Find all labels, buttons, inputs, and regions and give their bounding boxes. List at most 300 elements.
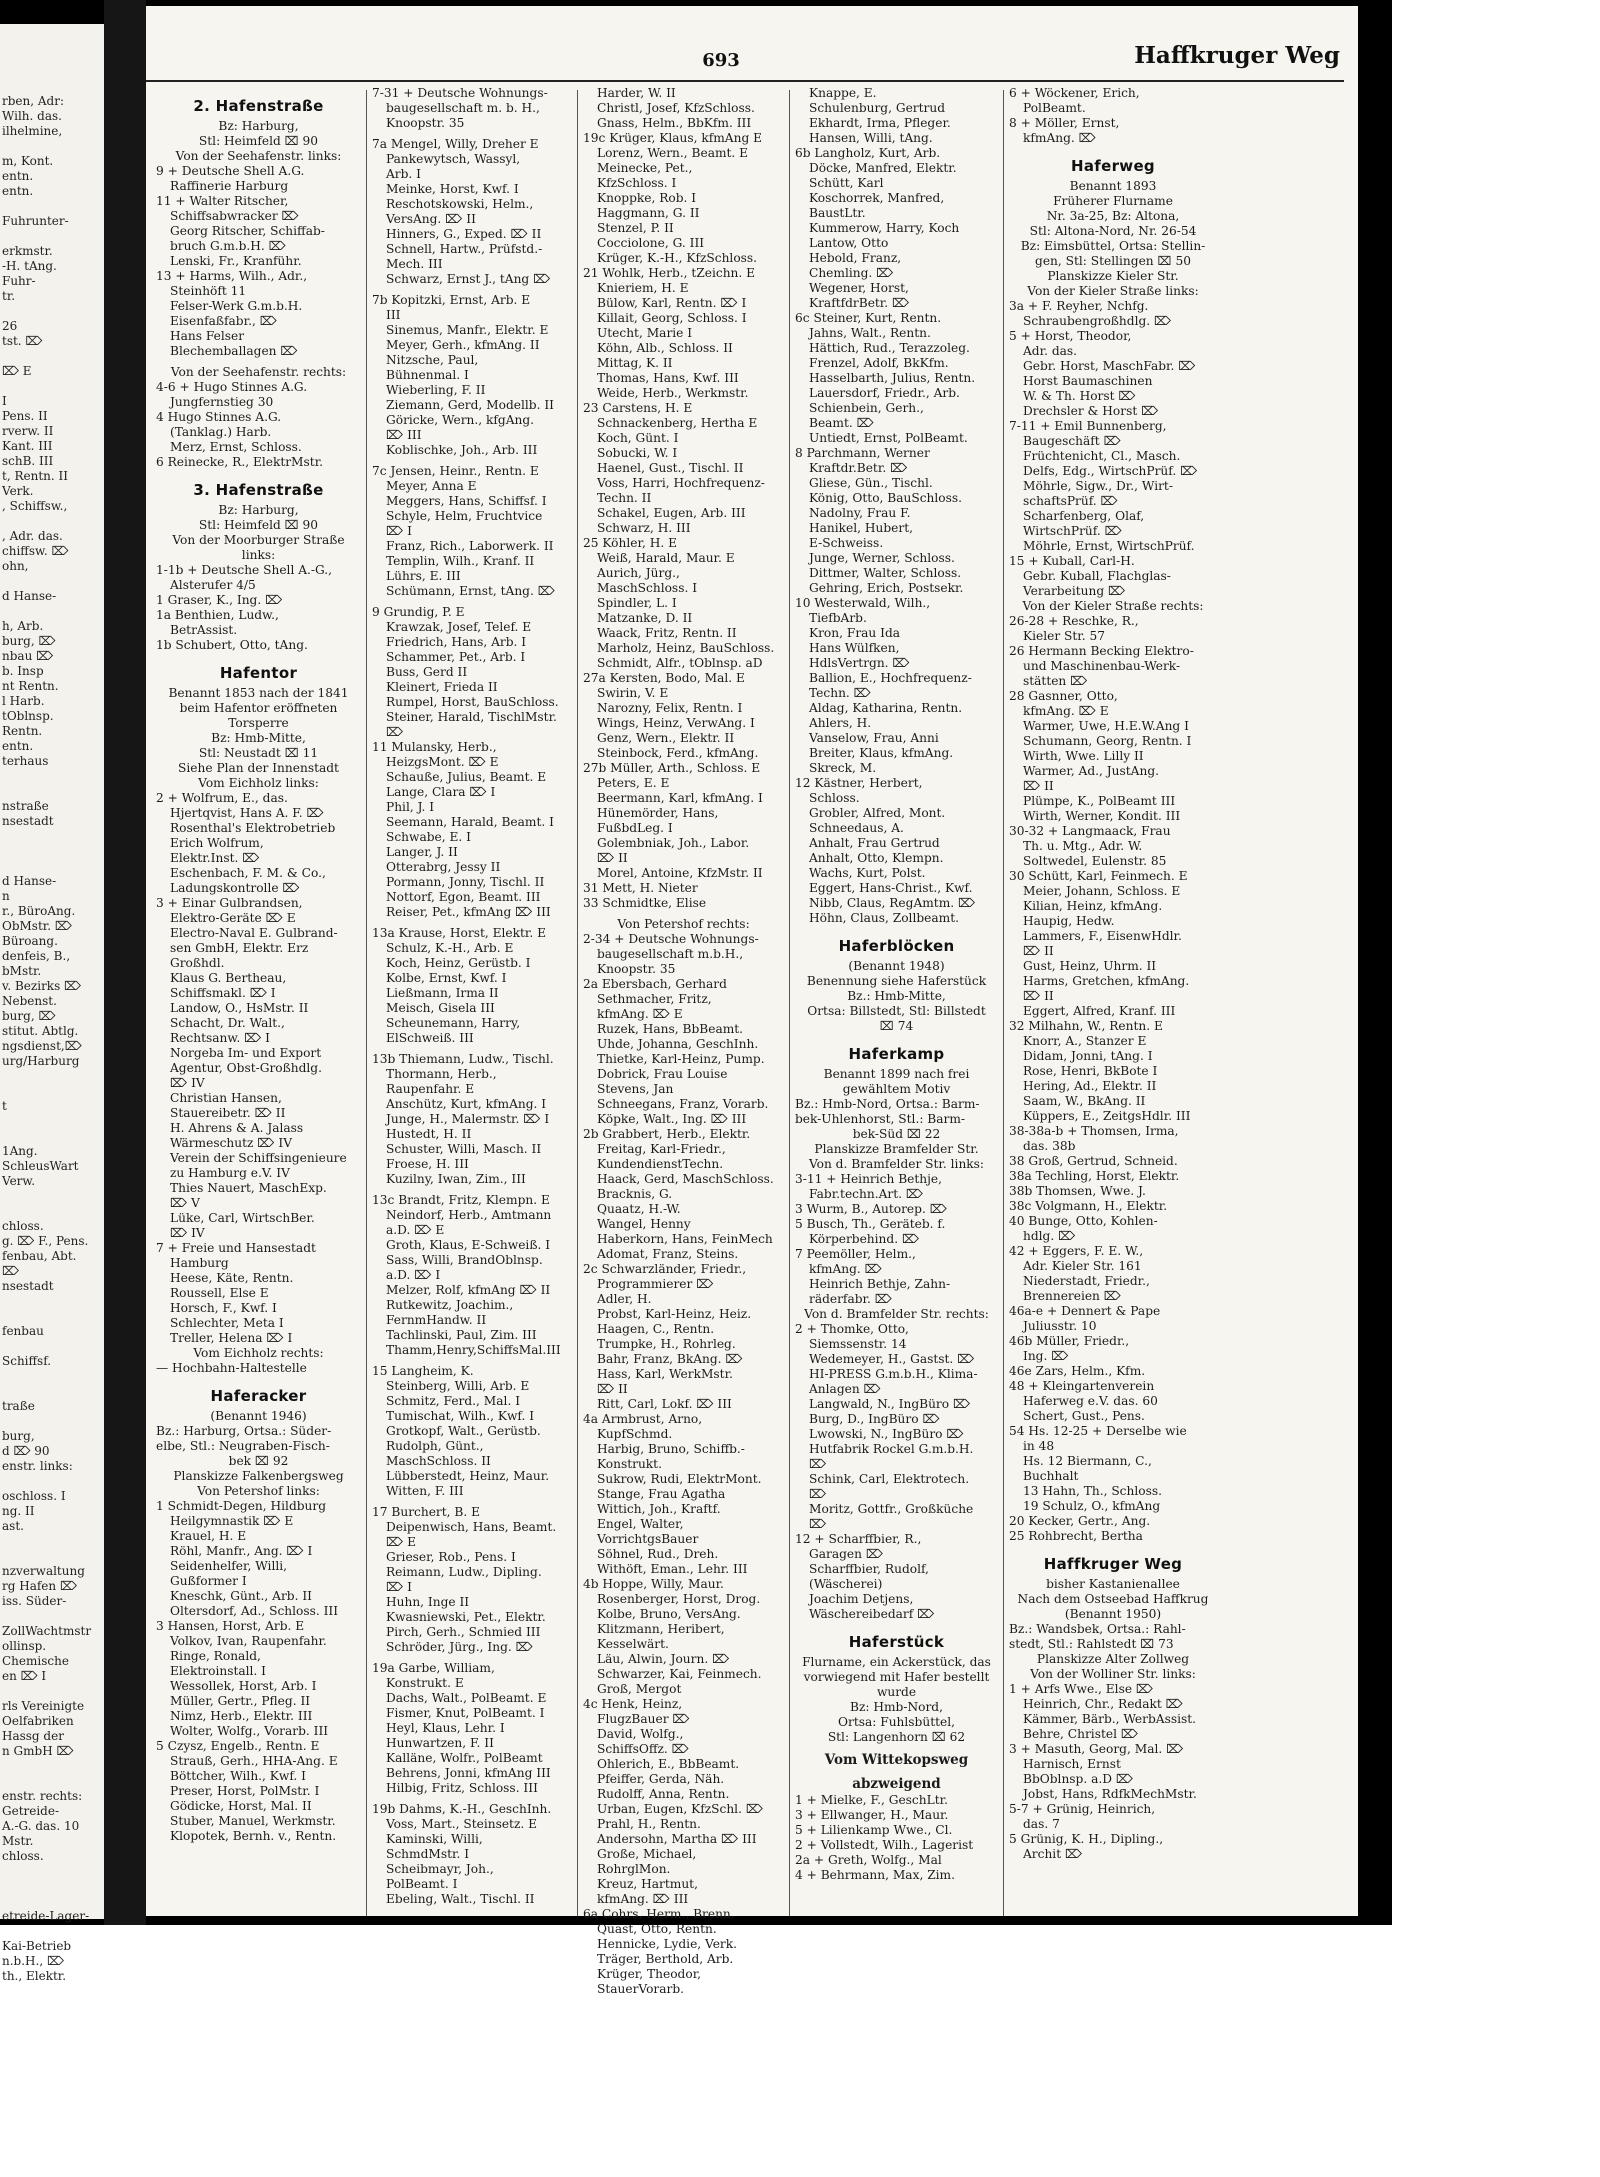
entry-continuation: Eisenfaßfabr., ⌦ (170, 314, 277, 328)
previous-page-line: entn. (2, 169, 34, 183)
entry-continuation: Ohlerich, E., BbBeamt. (597, 1757, 740, 1771)
entry-continuation: Knoppke, Rob. I (597, 191, 697, 205)
entry-continuation: Verein der Schiffsingenieure (170, 1151, 347, 1165)
entry-continuation: a.D. ⌦ I (386, 1268, 441, 1282)
previous-page-line (2, 604, 104, 619)
entry-continuation: Haenel, Gust., Tischl. II (597, 461, 744, 475)
entry-continuation: Pormann, Jonny, Tischl. II (386, 875, 545, 889)
entry-continuation: (Wäscherei) (809, 1577, 883, 1591)
entry-continuation: Ing. ⌦ (1023, 1349, 1069, 1363)
entry-continuation: Scheunemann, Harry, (386, 1016, 521, 1030)
entry-continuation: Gnass, Helm., BbKfm. III (597, 116, 752, 130)
entry-continuation: Erich Wolfrum, (170, 836, 264, 850)
previous-page-line: m, Kont. (2, 154, 54, 168)
previous-page-line: denfeis, B., (2, 949, 71, 963)
entry-continuation: Thamm,Henry,SchiffsMal.III (386, 1343, 561, 1357)
street-heading: Haferstück (848, 1633, 945, 1651)
entry-continuation: hdlg. ⌦ (1023, 1229, 1076, 1243)
entry-continuation: Schnackenberg, Hertha E (597, 416, 758, 430)
entry-continuation: Techn. ⌦ (809, 686, 871, 700)
entry-continuation: Sinemus, Manfr., Elektr. E (386, 323, 549, 337)
entry-continuation: Kron, Frau Ida (809, 626, 901, 640)
entry-continuation: König, Otto, BauSchloss. (809, 491, 962, 505)
entry-continuation: Sass, Willi, BrandOblnsp. (386, 1253, 543, 1267)
entry-continuation: Döcke, Manfred, Elektr. (809, 161, 957, 175)
entry-continuation: Schmidt, Alfr., tOblnsp. aD (597, 656, 763, 670)
entry-continuation: Wärmeschutz ⌦ IV (170, 1136, 293, 1150)
entry-line: 7-11 + Emil Bunnenberg, (1009, 419, 1167, 433)
previous-page-line: Verw. (2, 1174, 36, 1188)
entry-continuation: Haferweg e.V. das. 60 (1023, 1394, 1158, 1408)
entry-line: 25 Rohbrecht, Bertha (1009, 1529, 1143, 1543)
entry-line: 38 Groß, Gertrud, Schneid. (1009, 1154, 1178, 1168)
previous-page-line: n (2, 889, 10, 903)
entry-line: 6a Cohrs, Herm., Brenn. (583, 1907, 735, 1921)
entry-continuation: Franz, Rich., Laborwerk. II (386, 539, 554, 553)
entry-continuation: Christian Hansen, (170, 1091, 282, 1105)
column-divider (577, 90, 578, 1916)
entry-line: 13b Thiemann, Ludw., Tischl. (372, 1052, 554, 1066)
entry-continuation: Reiser, Pet., kfmAng ⌦ III (386, 905, 551, 919)
entry-continuation: Ladungskontrolle ⌦ (170, 881, 300, 895)
column-1 (156, 86, 361, 1844)
entry-continuation: Buss, Gerd II (386, 665, 468, 679)
previous-page-line (2, 1759, 104, 1774)
entry-line: 8 + Möller, Ernst, (1009, 116, 1120, 130)
entry-continuation: ⌦ II (1023, 989, 1054, 1003)
street-heading: Haferkamp (848, 1045, 945, 1063)
entry-continuation: Schraubengroßhdlg. ⌦ (1023, 314, 1172, 328)
entry-continuation: Uhde, Johanna, GeschInh. (597, 1037, 759, 1051)
entry-continuation: Witten, F. III (386, 1484, 464, 1498)
entry-continuation: Arb. I (386, 167, 421, 181)
previous-page-line: Wilh. das. (2, 109, 62, 123)
entry-continuation: VersAng. ⌦ II (386, 212, 476, 226)
entry-continuation: Schwarzer, Kai, Feinmech. (597, 1667, 762, 1681)
entry-continuation: Niederstadt, Friedr., (1023, 1274, 1150, 1288)
street-info-line: Flurname, ein Ackerstück, das (802, 1655, 991, 1669)
entry-line: 38c Volgmann, H., Elektr. (1009, 1199, 1168, 1213)
entry-line: 2a Ebersbach, Gerhard (583, 977, 727, 991)
column-divider (366, 90, 367, 1916)
previous-page-line (2, 574, 104, 589)
previous-page-line: enstr. rechts: (2, 1789, 83, 1803)
entry-line: 38a Techling, Horst, Elektr. (1009, 1169, 1180, 1183)
entry-continuation: Adr. Kieler Str. 161 (1023, 1259, 1142, 1273)
previous-page-line (2, 1894, 104, 1909)
entry-continuation: Hutfabrik Rockel G.m.b.H. (809, 1442, 974, 1456)
previous-page-line (2, 1369, 104, 1384)
entry-continuation: Reschotskowski, Helm., (386, 197, 534, 211)
entry-continuation: kfmAng. ⌦ (809, 1262, 882, 1276)
entry-continuation: Mittag, K. II (597, 356, 673, 370)
previous-page-line: tr. (2, 289, 16, 303)
entry-line: 2b Grabbert, Herb., Elektr. (583, 1127, 751, 1141)
previous-page-line (2, 1309, 104, 1324)
entry-continuation: Hilbig, Fritz, Schloss. III (386, 1781, 538, 1795)
entry-continuation: Rudolph, Günt., (386, 1439, 484, 1453)
entry-continuation: Haggmann, G. II (597, 206, 700, 220)
entry-continuation: Ließmann, Irma II (386, 986, 499, 1000)
entry-continuation: Kuzilny, Iwan, Zim., III (386, 1172, 526, 1186)
previous-page-line: rverw. II (2, 424, 54, 438)
entry-line: 3a + F. Reyher, Nchfg. (1009, 299, 1149, 313)
entry-continuation: Voss, Mart., Steinsetz. E (386, 1817, 538, 1831)
entry-continuation: Gehring, Erich, Postsekr. (809, 581, 964, 595)
entry-continuation: Krüger, Theodor, (597, 1967, 702, 1981)
entry-line: 4a Armbrust, Arno, (583, 1412, 703, 1426)
entry-continuation: Ebeling, Walt., Tischl. II (386, 1892, 535, 1906)
entry-continuation: Kneschk, Günt., Arb. II (170, 1589, 312, 1603)
previous-page-line: t, Rentn. II (2, 469, 68, 483)
entry-line: 4b Hoppe, Willy, Maur. (583, 1577, 724, 1591)
entry-continuation: baugesellschaft m. b. H., (386, 101, 540, 115)
entry-continuation: schaftsPrüf. ⌦ (1023, 494, 1118, 508)
entry-continuation: Schyle, Helm, Fruchtvice (386, 509, 543, 523)
street-info-line: bek-Süd ⌧ 22 (852, 1127, 941, 1141)
entry-continuation: Hanikel, Hubert, (809, 521, 913, 535)
entry-line: Bz.: Wandsbek, Ortsa.: Rahl- (1009, 1622, 1186, 1636)
entry-continuation: Wangel, Henny (597, 1217, 691, 1231)
previous-page-line: Getreide- (2, 1804, 60, 1818)
entry-continuation: Eggert, Hans-Christ., Kwf. (809, 881, 973, 895)
previous-page-line (2, 229, 104, 244)
entry-continuation: Wolter, Wolfg., Vorarb. III (170, 1724, 329, 1738)
entry-continuation: Junge, Werner, Schloss. (809, 551, 955, 565)
entry-line: 1b Schubert, Otto, tAng. (156, 638, 308, 652)
entry-continuation: Spindler, L. I (597, 596, 677, 610)
street-info-line: Benannt 1899 nach frei (823, 1067, 970, 1081)
entry-continuation: Hass, Karl, WerkMstr. (597, 1367, 733, 1381)
entry-continuation: Harms, Gretchen, kfmAng. (1023, 974, 1190, 988)
entry-continuation: in 48 (1023, 1439, 1055, 1453)
entry-continuation: Bracknis, G. (597, 1187, 673, 1201)
entry-continuation: Hans Wülfken, (809, 641, 900, 655)
entry-continuation: Anlagen ⌦ (809, 1382, 881, 1396)
entry-continuation: Weide, Herb., Werkmstr. (597, 386, 749, 400)
previous-page-line: Schiffsf. (2, 1354, 52, 1368)
entry-continuation: Wings, Heinz, VerwAng. I (597, 716, 755, 730)
entry-continuation: Volkov, Ivan, Raupenfahr. (170, 1634, 327, 1648)
entry-line: 26 Hermann Becking Elektro- (1009, 644, 1194, 658)
street-info-line: Von d. Bramfelder Str. links: (808, 1157, 985, 1171)
entry-continuation: Schulenburg, Gertrud (809, 101, 946, 115)
entry-continuation: Burg, D., IngBüro ⌦ (809, 1412, 940, 1426)
street-info-line: bek ⌧ 92 (228, 1454, 289, 1468)
entry-continuation: PolBeamt. I (386, 1877, 458, 1891)
entry-continuation: Gödicke, Horst, Mal. II (170, 1799, 312, 1813)
street-info-line: Stl: Altona-Nord, Nr. 26-54 (1029, 224, 1197, 238)
previous-page-line: Fuhrunter- (2, 214, 69, 228)
previous-page-line: l Harb. (2, 694, 45, 708)
previous-page-line: burg, ⌦ (2, 1009, 56, 1023)
previous-page-line: n.b.H., ⌦ (2, 1954, 64, 1968)
street-info-line: vorwiegend mit Hafer bestellt (803, 1670, 990, 1684)
entry-continuation: Merz, Ernst, Schloss. (170, 440, 302, 454)
entry-continuation: Bülow, Karl, Rentn. ⌦ I (597, 296, 747, 310)
street-info-line: Planskizze Falkenbergsweg (173, 1469, 344, 1483)
entry-continuation: Georg Ritscher, Schiffab- (170, 224, 325, 238)
previous-page-line: Kai-Betrieb (2, 1939, 72, 1953)
entry-continuation: Heilgymnastik ⌦ E (170, 1514, 294, 1528)
entry-continuation: Kämmer, Bärb., WerbAssist. (1023, 1712, 1197, 1726)
entry-continuation: Skreck, M. (809, 761, 877, 775)
entry-line: 4 + Behrmann, Max, Zim. (795, 1868, 955, 1882)
entry-continuation: Schneegans, Franz, Vorarb. (597, 1097, 769, 1111)
entry-continuation: Gebr. Horst, MaschFabr. ⌦ (1023, 359, 1196, 373)
entry-continuation: Schacht, Dr. Walt., (170, 1016, 285, 1030)
entry-continuation: Deipenwisch, Hans, Beamt. (386, 1520, 557, 1534)
entry-continuation: Schink, Carl, Elektrotech. (809, 1472, 970, 1486)
previous-page-line (2, 1294, 104, 1309)
entry-line: 1-1b + Deutsche Shell A.-G., (156, 563, 333, 577)
street-info-line: Von d. Bramfelder Str. rechts: (804, 1307, 989, 1321)
entry-continuation: ⌦ II (597, 1382, 628, 1396)
entry-line: 27b Müller, Arth., Schloss. E (583, 761, 761, 775)
entry-continuation: Utecht, Marie I (597, 326, 693, 340)
entry-continuation: Joachim Detjens, (809, 1592, 914, 1606)
entry-continuation: räderfabr. ⌦ (809, 1292, 892, 1306)
entry-line: 6c Steiner, Kurt, Rentn. (795, 311, 942, 325)
entry-continuation: Dittmer, Walter, Schloss. (809, 566, 962, 580)
entry-line: 2 + Vollstedt, Wilh., Lagerist (795, 1838, 974, 1852)
entry-continuation: Schnell, Hartw., Prüfstd.- (386, 242, 543, 256)
entry-continuation: Schauße, Julius, Beamt. E (386, 770, 547, 784)
previous-page-line (2, 379, 104, 394)
entry-continuation: Preser, Horst, PolMstr. I (170, 1784, 320, 1798)
entry-continuation: Warmer, Uwe, H.E.W.Ang I (1023, 719, 1189, 733)
entry-continuation: Roussell, Else E (170, 1286, 269, 1300)
previous-page-line: Pens. II (2, 409, 48, 423)
entry-line: 3 Hansen, Horst, Arb. E (156, 1619, 305, 1633)
street-info-line: Benannt 1893 (1069, 179, 1157, 193)
entry-line: 9 Grundig, P. E (372, 605, 465, 619)
entry-line: 42 + Eggers, F. E. W., (1009, 1244, 1144, 1258)
street-info-line: bisher Kastanienallee (1046, 1577, 1180, 1591)
entry-line: 33 Schmidtke, Elise (583, 896, 707, 910)
previous-page-line (2, 1204, 104, 1219)
entry-continuation: Söhnel, Rud., Dreh. (597, 1547, 719, 1561)
entry-continuation: Schwabe, E. I (386, 830, 471, 844)
entry-continuation: Anschütz, Kurt, kfmAng. I (386, 1097, 547, 1111)
entry-continuation: Stenzel, P. II (597, 221, 674, 235)
entry-continuation: Lorenz, Wern., Beamt. E (597, 146, 749, 160)
entry-line: 5 Czysz, Engelb., Rentn. E (156, 1739, 320, 1753)
previous-page-line: ngsdienst,⌦ (2, 1039, 82, 1053)
entry-continuation: Frenzel, Adolf, BkKfm. (809, 356, 949, 370)
entry-continuation: Lenski, Fr., Kranführ. (170, 254, 302, 268)
previous-page-line (2, 1384, 104, 1399)
entry-continuation: Krüger, K.-H., KfzSchloss. (597, 251, 758, 265)
previous-page-line (2, 304, 104, 319)
entry-continuation: Möhrle, Sigw., Dr., Wirt- (1023, 479, 1173, 493)
entry-continuation: ⌦ II (1023, 944, 1054, 958)
entry-continuation: Knorr, A., Stanzer E (1023, 1034, 1147, 1048)
previous-page-line: d Hanse- (2, 589, 57, 603)
street-heading: Haferweg (1071, 157, 1155, 175)
running-head: Haffkruger Weg (1134, 42, 1340, 69)
previous-page-line: ng. II (2, 1504, 35, 1518)
entry-continuation: Schröder, Jürg., Ing. ⌦ (386, 1640, 533, 1654)
entry-continuation: Krawzak, Josef, Telef. E (386, 620, 532, 634)
entry-continuation: Elektro-Geräte ⌦ E (170, 911, 296, 925)
entry-continuation: Klaus G. Bertheau, (170, 971, 287, 985)
entry-continuation: Adr. das. (1023, 344, 1078, 358)
entry-continuation: Weiß, Harald, Maur. E (597, 551, 735, 565)
entry-continuation: kfmAng. ⌦ E (1023, 704, 1109, 718)
street-info-line: Nach dem Ostseebad Haffkrug (1017, 1592, 1209, 1606)
entry-line: 20 Kecker, Gertr., Ang. (1009, 1514, 1151, 1528)
entry-continuation: kfmAng. ⌦ E (597, 1007, 683, 1021)
entry-continuation: Dobrick, Frau Louise (597, 1067, 728, 1081)
entry-continuation: KraftfdrBetr. ⌦ (809, 296, 910, 310)
street-info-line: Stl: Heimfeld ⌧ 90 (198, 134, 319, 148)
entry-continuation: Steinberg, Willi, Arb. E (386, 1379, 530, 1393)
previous-page-line: nbau ⌦ (2, 649, 54, 663)
entry-continuation: Wessollek, Horst, Arb. I (170, 1679, 317, 1693)
previous-page-line (2, 1549, 104, 1564)
entry-continuation: Schuster, Willi, Masch. II (386, 1142, 542, 1156)
entry-continuation: Rose, Henri, BkBote I (1023, 1064, 1158, 1078)
entry-continuation: Gußformer I (170, 1574, 247, 1588)
entry-continuation: Anhalt, Otto, Klempn. (809, 851, 944, 865)
street-info-line: Vom Eichholz links: (198, 776, 319, 790)
entry-continuation: Hünemörder, Hans, (597, 806, 719, 820)
previous-page-line (2, 1879, 104, 1894)
entry-continuation: FernmHandw. II (386, 1313, 487, 1327)
entry-line: 4 Hugo Stinnes A.G. (156, 410, 282, 424)
entry-continuation: Seidenhelfer, Willi, (170, 1559, 288, 1573)
entry-line: 7a Mengel, Willy, Dreher E (372, 137, 539, 151)
entry-continuation: ElSchweiß. III (386, 1031, 474, 1045)
previous-page-line: rls Vereinigte (2, 1699, 85, 1713)
entry-continuation: bruch G.m.b.H. ⌦ (170, 239, 286, 253)
entry-continuation: Swirin, V. E (597, 686, 669, 700)
entry-line: 13 + Harms, Wilh., Adr., (156, 269, 308, 283)
street-info-line: links: (241, 548, 276, 562)
entry-continuation: Knappe, E. (809, 86, 877, 100)
entry-continuation: SchmdMstr. I (386, 1847, 470, 1861)
previous-page-line: , Schiffsw., (2, 499, 68, 513)
entry-continuation: PolBeamt. (1023, 101, 1086, 115)
entry-line: 38b Thomsen, Wwe. J. (1009, 1184, 1146, 1198)
entry-line: 27a Kersten, Bodo, Mal. E (583, 671, 745, 685)
entry-continuation: Hamburg (170, 1256, 229, 1270)
entry-continuation: Hs. 12 Biermann, C., (1023, 1454, 1152, 1468)
entry-continuation: Urban, Eugen, KfzSchl. ⌦ (597, 1802, 764, 1816)
entry-continuation: Strauß, Gerh., HHA-Ang. E (170, 1754, 338, 1768)
entry-continuation: Rumpel, Horst, BauSchloss. (386, 695, 559, 709)
entry-continuation: RohrglMon. (597, 1862, 671, 1876)
street-heading: 2. Hafenstraße (193, 97, 324, 115)
entry-continuation: Melzer, Rolf, kfmAng ⌦ II (386, 1283, 551, 1297)
previous-page-line: -H. tAng. (2, 259, 57, 273)
entry-continuation: Sobucki, W. I (597, 446, 678, 460)
entry-continuation: Prahl, H., Rentn. (597, 1817, 701, 1831)
entry-continuation: Alsterufer 4/5 (170, 578, 256, 592)
entry-line: 46b Müller, Friedr., (1009, 1334, 1130, 1348)
entry-continuation: Harbig, Bruno, Schiffb.- (597, 1442, 745, 1456)
street-info-line: Bz: Hmb-Mitte, (211, 731, 306, 745)
previous-page-line: tOblnsp. (2, 709, 54, 723)
previous-page-line (2, 1924, 104, 1939)
previous-page-line: v. Bezirks ⌦ (2, 979, 82, 993)
previous-page-line: r., BüroAng. (2, 904, 76, 918)
street-info-line: Stl: Heimfeld ⌧ 90 (198, 518, 319, 532)
street-heading: Haffkruger Weg (1043, 1555, 1183, 1573)
entry-continuation: Baugeschäft ⌦ (1023, 434, 1121, 448)
entry-continuation: Didam, Jonni, tAng. I (1023, 1049, 1153, 1063)
previous-page-line (2, 1414, 104, 1429)
entry-line: 23 Carstens, H. E (583, 401, 693, 415)
previous-page-line: t (2, 1099, 7, 1113)
previous-page-line: terhaus (2, 754, 49, 768)
entry-continuation: StauerVorarb. (597, 1982, 685, 1996)
entry-continuation: Schienbein, Gerh., (809, 401, 924, 415)
entry-continuation: KundendienstTechn. (597, 1157, 724, 1171)
entry-continuation: Grieser, Rob., Pens. I (386, 1550, 516, 1564)
street-info-line: ⌧ 74 (879, 1019, 914, 1033)
entry-line: 28 Gasnner, Otto, (1009, 689, 1118, 703)
entry-continuation: Schneedaus, A. (809, 821, 904, 835)
entry-continuation: Kolbe, Bruno, VersAng. (597, 1607, 741, 1621)
previous-page-line: rg Hafen ⌦ (2, 1579, 77, 1593)
previous-page-line: chloss. (2, 1849, 44, 1863)
entry-line: 54 Hs. 12-25 + Derselbe wie (1009, 1424, 1187, 1438)
previous-page-line: nzverwaltung (2, 1564, 85, 1578)
entry-continuation: Kieler Str. 57 (1023, 629, 1106, 643)
entry-line: 3-11 + Heinrich Bethje, (795, 1172, 942, 1186)
entry-continuation: Klopotek, Bernh. v., Rentn. (170, 1829, 337, 1843)
entry-line: 48 + Kleingartenverein (1009, 1379, 1155, 1393)
entry-continuation: Stevens, Jan (597, 1082, 674, 1096)
entry-continuation: KfzSchloss. I (597, 176, 677, 190)
entry-continuation: Aldag, Katharina, Rentn. (809, 701, 963, 715)
entry-continuation: baugesellschaft m.b.H., (597, 947, 744, 961)
entry-continuation: H. Ahrens & A. Jalass (170, 1121, 304, 1135)
entry-continuation: Froese, H. III (386, 1157, 469, 1171)
entry-line: 19a Garbe, William, (372, 1661, 495, 1675)
entry-line: 40 Bunge, Otto, Kohlen- (1009, 1214, 1158, 1228)
previous-page-line: ollinsp. (2, 1639, 47, 1653)
previous-page-line: Chemische (2, 1654, 69, 1668)
previous-page-line: etreide-Lager- (2, 1909, 90, 1923)
entry-continuation: Böttcher, Wilh., Kwf. I (170, 1769, 306, 1783)
entry-continuation: Heinrich Bethje, Zahn- (809, 1277, 951, 1291)
entry-continuation: Cocciolone, G. III (597, 236, 705, 250)
entry-line: 13a Krause, Horst, Elektr. E (372, 926, 547, 940)
previous-page-line: Kant. III (2, 439, 53, 453)
entry-line: 21 Wohlk, Herb., tZeichn. E (583, 266, 756, 280)
entry-continuation: Bühnenmal. I (386, 368, 469, 382)
entry-continuation: Kreuz, Hartmut, (597, 1877, 698, 1891)
entry-line: 2 + Wolfrum, E., das. (156, 791, 288, 805)
entry-continuation: Ritt, Carl, Lokf. ⌦ III (597, 1397, 732, 1411)
street-info-line: Früherer Flurname (1053, 194, 1173, 208)
entry-continuation: Hinners, G., Exped. ⌦ II (386, 227, 542, 241)
entry-continuation: Eggert, Alfred, Kranf. III (1023, 1004, 1176, 1018)
entry-line: 10 Westerwald, Wilh., (795, 596, 931, 610)
entry-continuation: Konstrukt. E (386, 1676, 464, 1690)
previous-page-line: ohn, (2, 559, 29, 573)
previous-page-line: traße (2, 1399, 35, 1413)
street-info-line: Von Petershof rechts: (617, 917, 750, 931)
street-info-line: Benannt 1853 nach der 1841 (168, 686, 349, 700)
previous-page-line: fenbau, Abt. (2, 1249, 77, 1263)
entry-continuation: Hjertqvist, Hans A. F. ⌦ (170, 806, 324, 820)
entry-continuation: Hansen, Willi, tAng. (809, 131, 933, 145)
entry-continuation: Archit ⌦ (1023, 1847, 1083, 1861)
